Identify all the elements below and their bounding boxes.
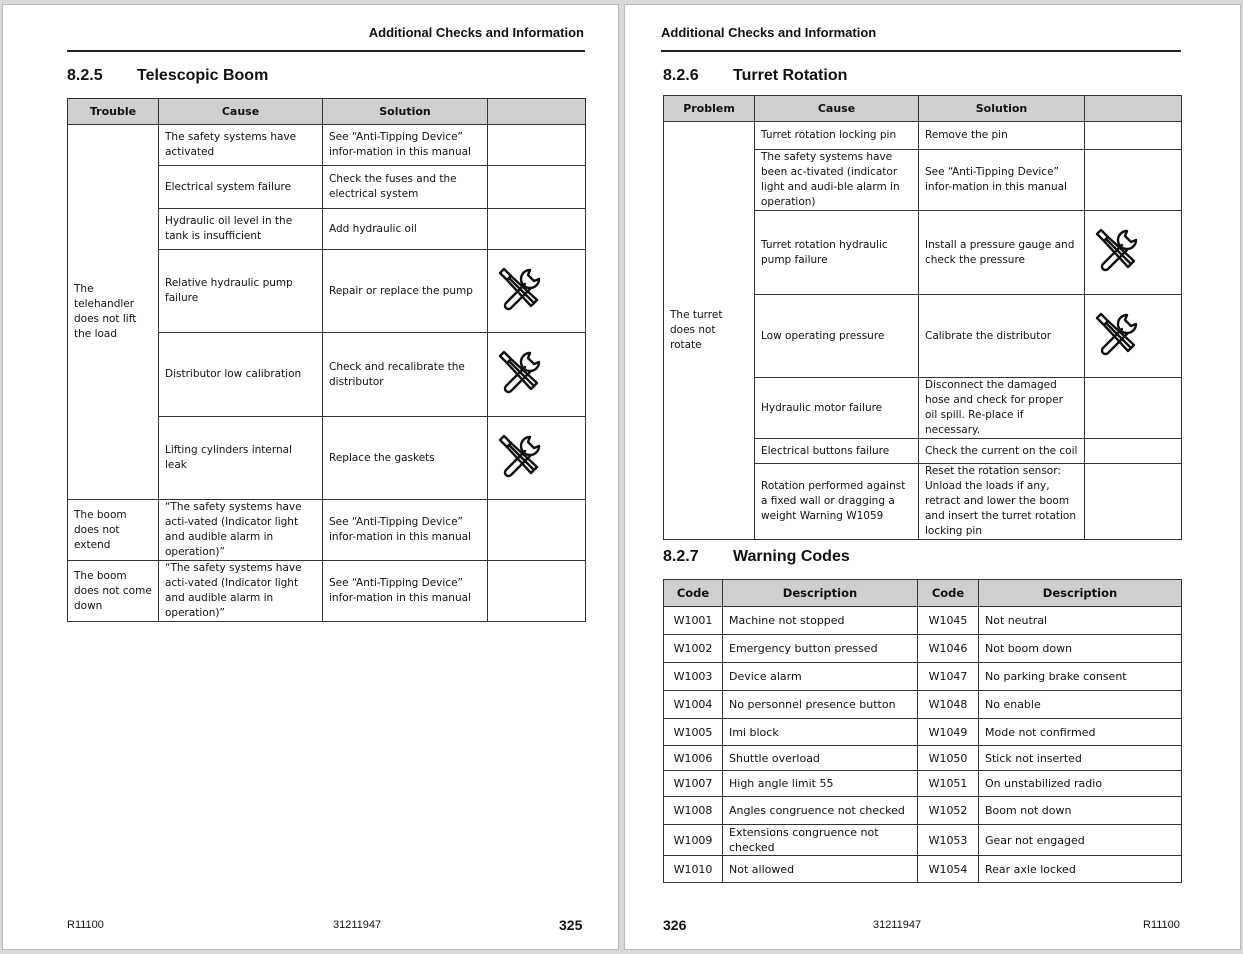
problem-cell: The turret does not rotate — [664, 122, 755, 540]
trouble-cell: The telehandler does not lift the load — [68, 125, 159, 500]
code-cell: W1008 — [664, 797, 723, 825]
table-row — [664, 771, 1182, 797]
icon-cell — [488, 250, 586, 333]
trouble-cell: The boom does not extend — [68, 500, 159, 561]
code-cell: W1009 — [664, 825, 723, 856]
column-header: Solution — [323, 99, 488, 125]
description-cell: Stick not inserted — [979, 746, 1182, 771]
description-cell: Machine not stopped — [723, 607, 918, 635]
wrench-screwdriver-icon — [494, 346, 546, 398]
cause-cell: Hydraulic oil level in the tank is insufficient — [159, 209, 323, 250]
cause-cell: Rotation performed against a fixed wall or dragging a weight Warning W1059 — [755, 464, 919, 540]
section-title: Telescopic Boom — [137, 67, 269, 84]
table-row — [664, 825, 1182, 856]
icon-cell — [488, 166, 586, 209]
table-header-row — [664, 580, 1182, 607]
code-cell: W1052 — [918, 797, 979, 825]
warning-codes-table — [663, 579, 1182, 883]
column-header: Description — [723, 580, 918, 607]
code-cell: W1050 — [918, 746, 979, 771]
solution-cell: See “Anti-Tipping Device” infor-mation in this manual — [323, 500, 488, 561]
code-cell: W1047 — [918, 663, 979, 691]
page-number: 326 — [663, 917, 687, 933]
description-cell: Not boom down — [979, 635, 1182, 663]
description-cell: Imi block — [723, 719, 918, 746]
description-cell: High angle limit 55 — [723, 771, 918, 797]
cause-cell: Hydraulic motor failure — [755, 378, 919, 439]
code-cell: W1005 — [664, 719, 723, 746]
turret-rotation-table — [663, 95, 1182, 540]
column-header — [1085, 96, 1182, 122]
wrench-screwdriver-icon — [494, 430, 546, 482]
code-cell: W1053 — [918, 825, 979, 856]
right-page — [624, 4, 1241, 950]
description-cell: Rear axle locked — [979, 856, 1182, 883]
description-cell: Emergency button pressed — [723, 635, 918, 663]
solution-cell: Repair or replace the pump — [323, 250, 488, 333]
description-cell: No personnel presence button — [723, 691, 918, 719]
cause-cell: “The safety systems have acti-vated (Indicator light and audible alarm in operation)” — [159, 561, 323, 622]
section-heading — [663, 67, 847, 85]
description-cell: No enable — [979, 691, 1182, 719]
cause-cell: Distributor low calibration — [159, 333, 323, 417]
wrench-screwdriver-icon — [494, 263, 546, 315]
icon-cell — [488, 500, 586, 561]
column-header: Cause — [159, 99, 323, 125]
description-cell: Device alarm — [723, 663, 918, 691]
left-page — [2, 4, 619, 950]
solution-cell: Check the current on the coil — [919, 439, 1085, 464]
header-rule — [661, 50, 1181, 52]
wrench-screwdriver-icon — [1091, 224, 1143, 276]
cause-cell: Electrical buttons failure — [755, 439, 919, 464]
code-cell: W1003 — [664, 663, 723, 691]
running-head: Additional Checks and Information — [661, 25, 877, 40]
table-header-row — [664, 96, 1182, 122]
solution-cell: Check the fuses and the electrical system — [323, 166, 488, 209]
running-head: Additional Checks and Information — [368, 25, 584, 40]
solution-cell: Reset the rotation sensor: Unload the loads if any, retract and lower the boom and insert the turret rotation locking pin — [919, 464, 1085, 540]
page-number: 325 — [559, 917, 583, 933]
code-cell: W1004 — [664, 691, 723, 719]
table-row — [664, 746, 1182, 771]
description-cell: Not allowed — [723, 856, 918, 883]
icon-cell — [488, 417, 586, 500]
code-cell: W1007 — [664, 771, 723, 797]
table-row — [664, 663, 1182, 691]
section-number: 8.2.7 — [663, 548, 699, 565]
solution-cell: See “Anti-Tipping Device” infor-mation in this manual — [919, 150, 1085, 211]
section-title: Turret Rotation — [733, 67, 848, 84]
footer-part-number: 31211947 — [333, 919, 382, 931]
icon-cell — [1085, 211, 1182, 295]
cause-cell: Electrical system failure — [159, 166, 323, 209]
cause-cell: The safety systems have activated — [159, 125, 323, 166]
code-cell: W1010 — [664, 856, 723, 883]
icon-cell — [1085, 378, 1182, 439]
solution-cell: Disconnect the damaged hose and check for proper oil spill. Re-place if necessary. — [919, 378, 1085, 439]
section-heading — [67, 67, 268, 85]
description-cell: Shuttle overload — [723, 746, 918, 771]
column-header: Trouble — [68, 99, 159, 125]
section-heading — [663, 548, 850, 566]
code-cell: W1048 — [918, 691, 979, 719]
table-row — [664, 856, 1182, 883]
cause-cell: “The safety systems have acti-vated (Indicator light and audible alarm in operation)” — [159, 500, 323, 561]
code-cell: W1049 — [918, 719, 979, 746]
code-cell: W1051 — [918, 771, 979, 797]
table-row — [664, 635, 1182, 663]
code-cell: W1001 — [664, 607, 723, 635]
table-row — [664, 719, 1182, 746]
cause-cell: Turret rotation locking pin — [755, 122, 919, 150]
code-cell: W1006 — [664, 746, 723, 771]
description-cell: Not neutral — [979, 607, 1182, 635]
table-row — [68, 125, 586, 166]
table-row — [664, 122, 1182, 150]
solution-cell: Replace the gaskets — [323, 417, 488, 500]
solution-cell: Add hydraulic oil — [323, 209, 488, 250]
solution-cell: See “Anti-Tipping Device” infor-mation in this manual — [323, 561, 488, 622]
column-header: Solution — [919, 96, 1085, 122]
footer-doc-code: R11100 — [1143, 919, 1180, 931]
icon-cell — [1085, 150, 1182, 211]
warning-codes-body — [664, 607, 1182, 883]
table-row — [68, 561, 586, 622]
cause-cell: Low operating pressure — [755, 295, 919, 378]
description-cell: On unstabilized radio — [979, 771, 1182, 797]
section-number: 8.2.5 — [67, 67, 103, 84]
wrench-screwdriver-icon — [1091, 308, 1143, 360]
description-cell: Gear not engaged — [979, 825, 1182, 856]
code-cell: W1046 — [918, 635, 979, 663]
cause-cell: Relative hydraulic pump failure — [159, 250, 323, 333]
table-row — [664, 797, 1182, 825]
description-cell: Extensions congruence not checked — [723, 825, 918, 856]
table-header-row — [68, 99, 586, 125]
description-cell: Angles congruence not checked — [723, 797, 918, 825]
solution-cell: Remove the pin — [919, 122, 1085, 150]
solution-cell: Calibrate the distributor — [919, 295, 1085, 378]
icon-cell — [488, 333, 586, 417]
column-header: Cause — [755, 96, 919, 122]
footer-part-number: 31211947 — [873, 919, 922, 931]
description-cell: Boom not down — [979, 797, 1182, 825]
icon-cell — [488, 561, 586, 622]
code-cell: W1002 — [664, 635, 723, 663]
header-rule — [67, 50, 585, 52]
section-title: Warning Codes — [733, 548, 850, 565]
icon-cell — [488, 125, 586, 166]
telescopic-boom-table — [67, 98, 586, 622]
column-header — [488, 99, 586, 125]
icon-cell — [1085, 295, 1182, 378]
table-row — [68, 500, 586, 561]
table-row — [664, 691, 1182, 719]
solution-cell: Check and recalibrate the distributor — [323, 333, 488, 417]
solution-cell: Install a pressure gauge and check the pressure — [919, 211, 1085, 295]
description-cell: No parking brake consent — [979, 663, 1182, 691]
description-cell: Mode not confirmed — [979, 719, 1182, 746]
cause-cell: Turret rotation hydraulic pump failure — [755, 211, 919, 295]
icon-cell — [488, 209, 586, 250]
column-header: Description — [979, 580, 1182, 607]
icon-cell — [1085, 464, 1182, 540]
code-cell: W1045 — [918, 607, 979, 635]
column-header: Code — [664, 580, 723, 607]
column-header: Code — [918, 580, 979, 607]
icon-cell — [1085, 439, 1182, 464]
code-cell: W1054 — [918, 856, 979, 883]
footer-doc-code: R11100 — [67, 919, 104, 931]
cause-cell: The safety systems have been ac-tivated (indicator light and audi-ble alarm in operation) — [755, 150, 919, 211]
solution-cell: See “Anti-Tipping Device” infor-mation in this manual — [323, 125, 488, 166]
trouble-cell: The boom does not come down — [68, 561, 159, 622]
cause-cell: Lifting cylinders internal leak — [159, 417, 323, 500]
table-row — [664, 607, 1182, 635]
column-header: Problem — [664, 96, 755, 122]
icon-cell — [1085, 122, 1182, 150]
section-number: 8.2.6 — [663, 67, 699, 84]
